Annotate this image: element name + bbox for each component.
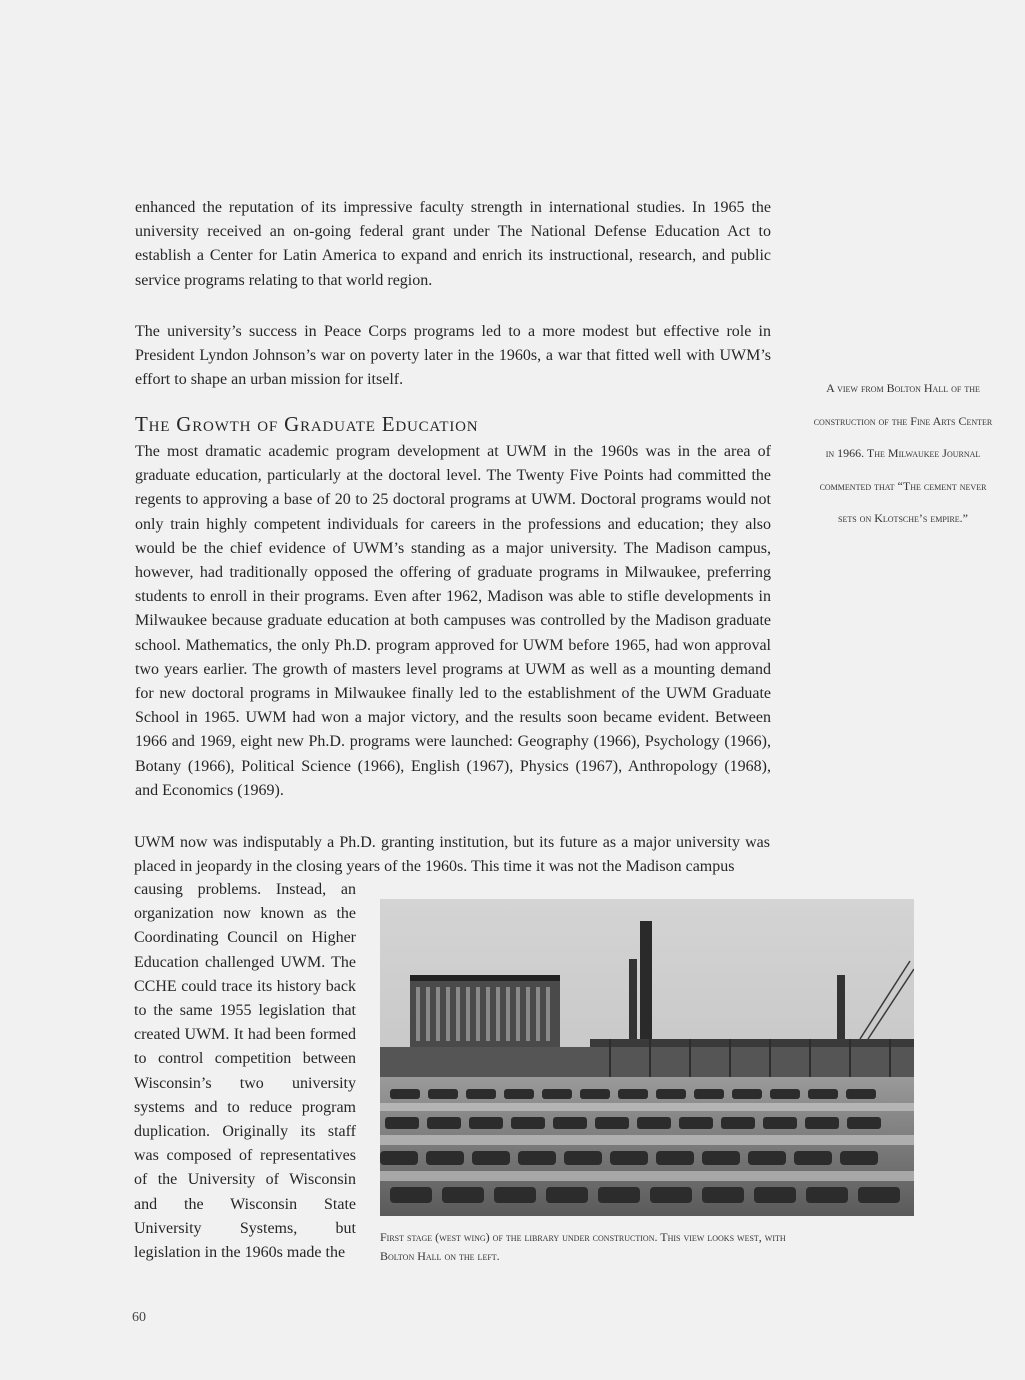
body-paragraph-graduate-education: The most dramatic academic program development at UWM in the 1960s was in the area of graduate education, particularly at the doctoral level. The Twenty Five Points had committed the regents to approving a base of 20 to 25 doctoral programs at UWM. Doctoral programs would not only train highly competent individuals for careers in the professions and education; they also would be the chief evidence of UWM’s standing as a major university. The Madison campus, however, had traditionally opposed the offering of graduate programs in Milwaukee, preferring students to enroll in their programs. Even after 1962, Madison was able to stifle developments in Milwaukee because graduate education at both campuses was controlled by the Madison graduate school. Mathematics, the only Ph.D. program approved for UWM before 1965, had won approval two years earlier. The growth of masters level programs at UWM as well as a mounting demand for new doctoral programs in Milwaukee finally led to the establishment of the UWM Graduate School in 1965. UWM had won a major victory, and the results soon became evident. Between 1966 and 1969, eight new Ph.D. programs were launched: Geography (1966), Psychology (1966), Botany (1966), Political Science (1966), English (1967), Physics (1967), Anthropology (1968), and Economics (1969). <box>135 443 771 799</box>
body-paragraph-cche-column: causing problems. Instead, an organization now known as the Coordinating Council on Higher Education challenged UWM. The CCHE could trace its history back to the same 1955 legislation that created UWM. It had been formed to control competition between Wisconsin’s two university systems and to reduce program duplication. Originally its staff was composed of representatives of the University of Wisconsin and the Wisconsin State University Systems, but legislation in the 1960s made the <box>134 881 356 1262</box>
side-caption: A view from Bolton Hall of the construction of the Fine Arts Center in 1966. The Milwaukee Journal commented that “The cement never sets on Klotsche’s empire.” <box>813 381 993 526</box>
photo-caption: First stage (west wing) of the library under construction. This view looks west, with Bolton Hall on the left. <box>380 1230 786 1263</box>
body-paragraph-international-studies: enhanced the reputation of its impressive faculty strength in international studies. In 1965 the university received an on-going federal grant under The National Defense Education Act to establish a Center for Latin America to expand and enrich its instructional, research, and public service programs relating to that world region. <box>135 199 771 289</box>
body-paragraph-peace-corps: The university’s success in Peace Corps programs led to a more modest but effective role in President Lyndon Johnson’s war on poverty later in the 1960s, a war that fitted well with UWM’s effort to shape an urban mission for itself. <box>135 323 771 389</box>
section-heading: The Growth of Graduate Education <box>135 412 479 436</box>
page-number: 60 <box>132 1310 146 1325</box>
body-paragraph-phd-institution: UWM now was indisputably a Ph.D. granting institution, but its future as a major university was placed in jeopardy in the closing years of the 1960s. This time it was not the Madison campus <box>134 834 770 876</box>
library-construction-photo <box>380 899 914 1216</box>
